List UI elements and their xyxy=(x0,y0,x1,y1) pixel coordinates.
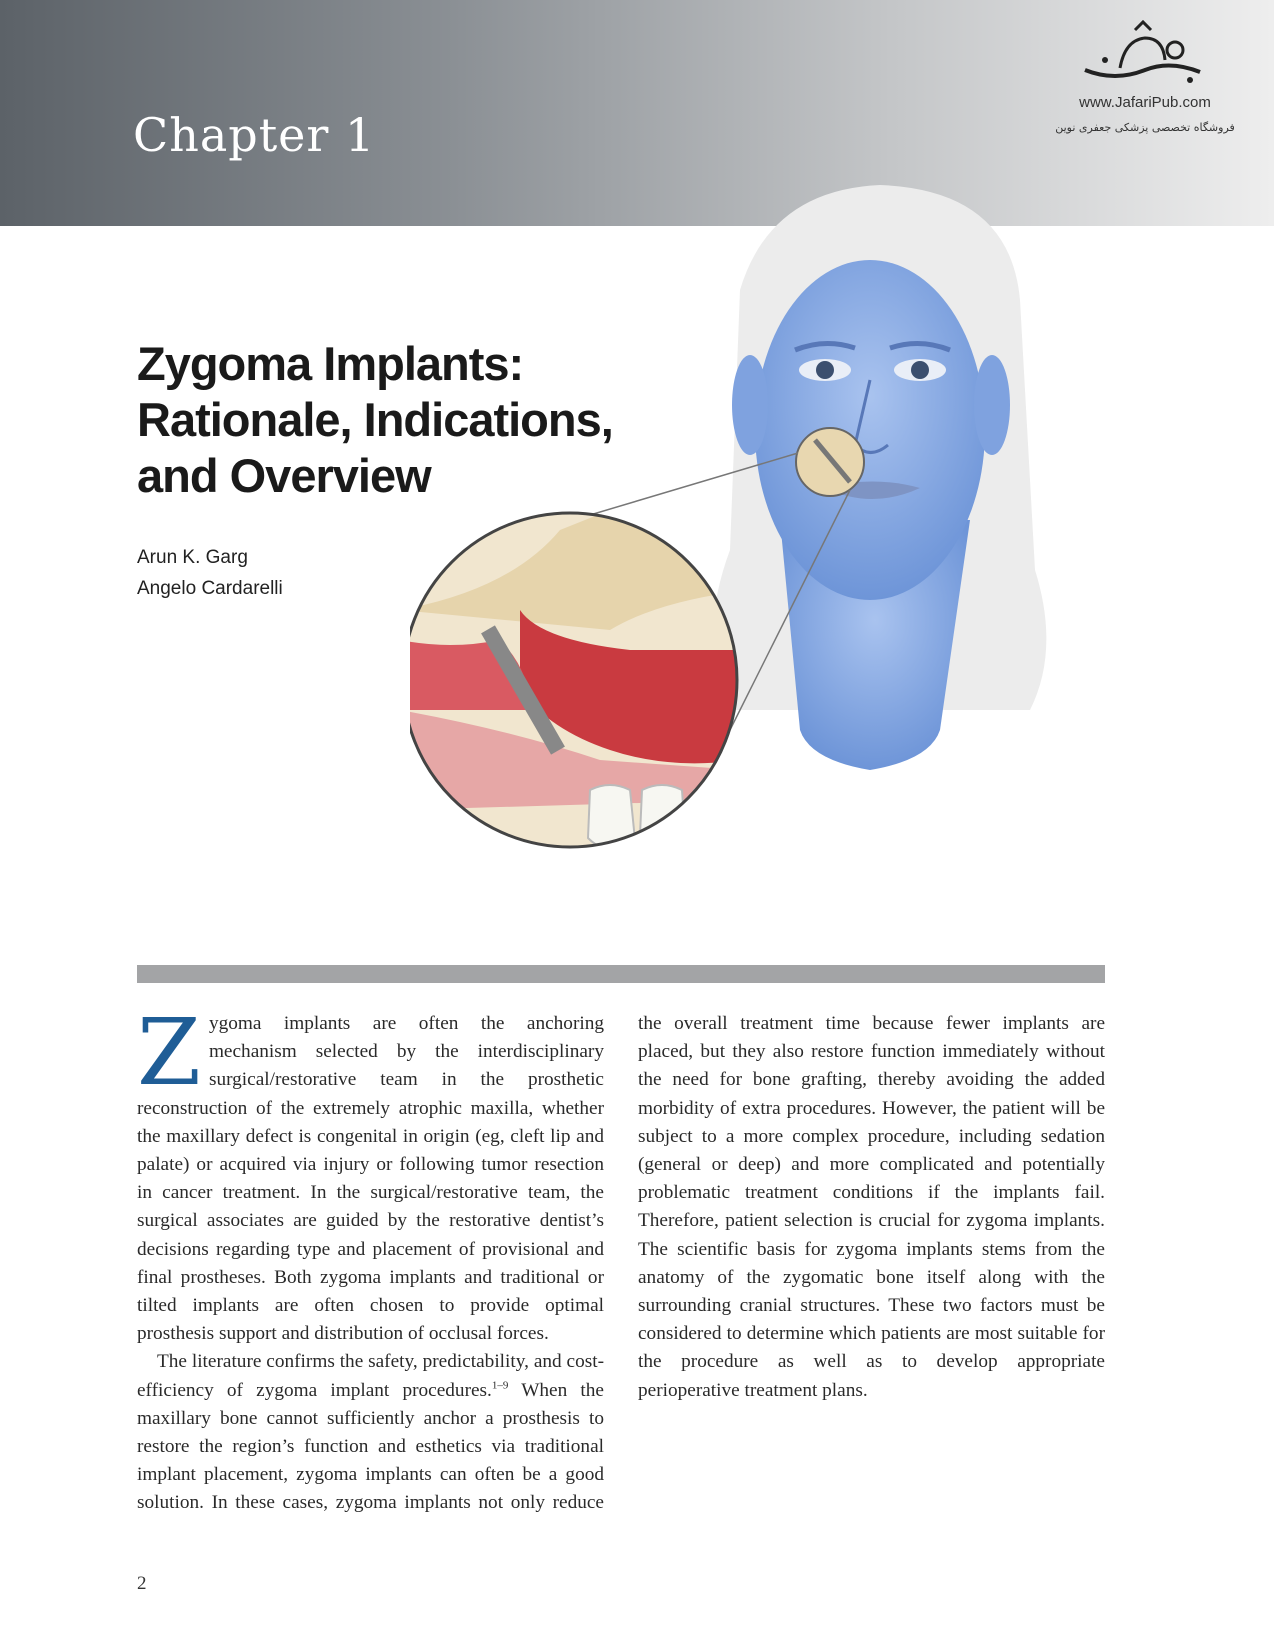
title-line-3: and Overview xyxy=(137,449,431,502)
body-paragraph xyxy=(137,999,604,1348)
paragraph-text: When the maxillary bone cannot sufficiently anchor a prosthesis to restore the region’s function and esthetics via traditional implant placement, zygoma implants can often be a good solution. In these cases, zygoma implants not only reduce the overall treatment time because fewer implants are placed, but they also restore function immediately without the need for bone grafting, thereby avoiding the added morbidity of extra procedures. However, the patient will be subject to a more complex procedure, including sedation (general or deep) and more complicated and potentially problematic treatment conditions if the implants fail. Therefore, patient selection is crucial for zygoma implants. The scientific basis for zygoma implants stems from the anatomy of the zygomatic bone itself along with the surrounding cranial structures. These two factors must be considered to determine which patients are most suitable for the procedure as well as to develop appropriate perioperative treatment plans. xyxy=(137,1013,1105,1514)
publisher-url: www.JafariPub.com xyxy=(1079,94,1211,111)
publisher-logo xyxy=(1040,20,1250,150)
drop-cap: Z xyxy=(137,999,201,1106)
title-line-2: Rationale, Indications, xyxy=(137,393,613,446)
title-line-1: Zygoma Implants: xyxy=(137,337,524,390)
reference-superscript: 1–9 xyxy=(491,1379,509,1392)
page-number: 2 xyxy=(137,1573,147,1594)
chapter-label: Chapter 1 xyxy=(133,108,376,162)
author-name: Angelo Cardarelli xyxy=(137,578,283,599)
paragraph-text: The literature confirms the safety, predictability, and cost-efficiency of zygoma implant procedures. xyxy=(137,1351,604,1401)
body-text xyxy=(137,999,1105,1530)
author-list xyxy=(137,542,283,604)
publisher-logo-icon xyxy=(1075,20,1215,90)
zygoma-implant-illustration xyxy=(410,170,1110,910)
paragraph-text: ygoma implants are often the anchoring mechanism selected by the interdisciplinary surgical/restorative team in the prosthetic reconstruction of the extremely atrophic maxilla, whether the maxillary defect is congenital in origin (eg, cleft lip and palate) or acquired via injury or following tumor resection in cancer treatment. In the surgical/restorative team, the surgical associates are guided by the restorative dentist’s decisions regarding type and placement of provisional and final prostheses. Both zygoma implants and traditional or tilted implants are often chosen to provide optimal prosthesis support and distribution of occlusal forces. xyxy=(137,1013,604,1345)
publisher-tagline: فروشگاه تخصصی پزشکی جعفری نوین xyxy=(1055,121,1235,134)
section-divider xyxy=(137,965,1105,983)
author-name: Arun K. Garg xyxy=(137,547,248,568)
